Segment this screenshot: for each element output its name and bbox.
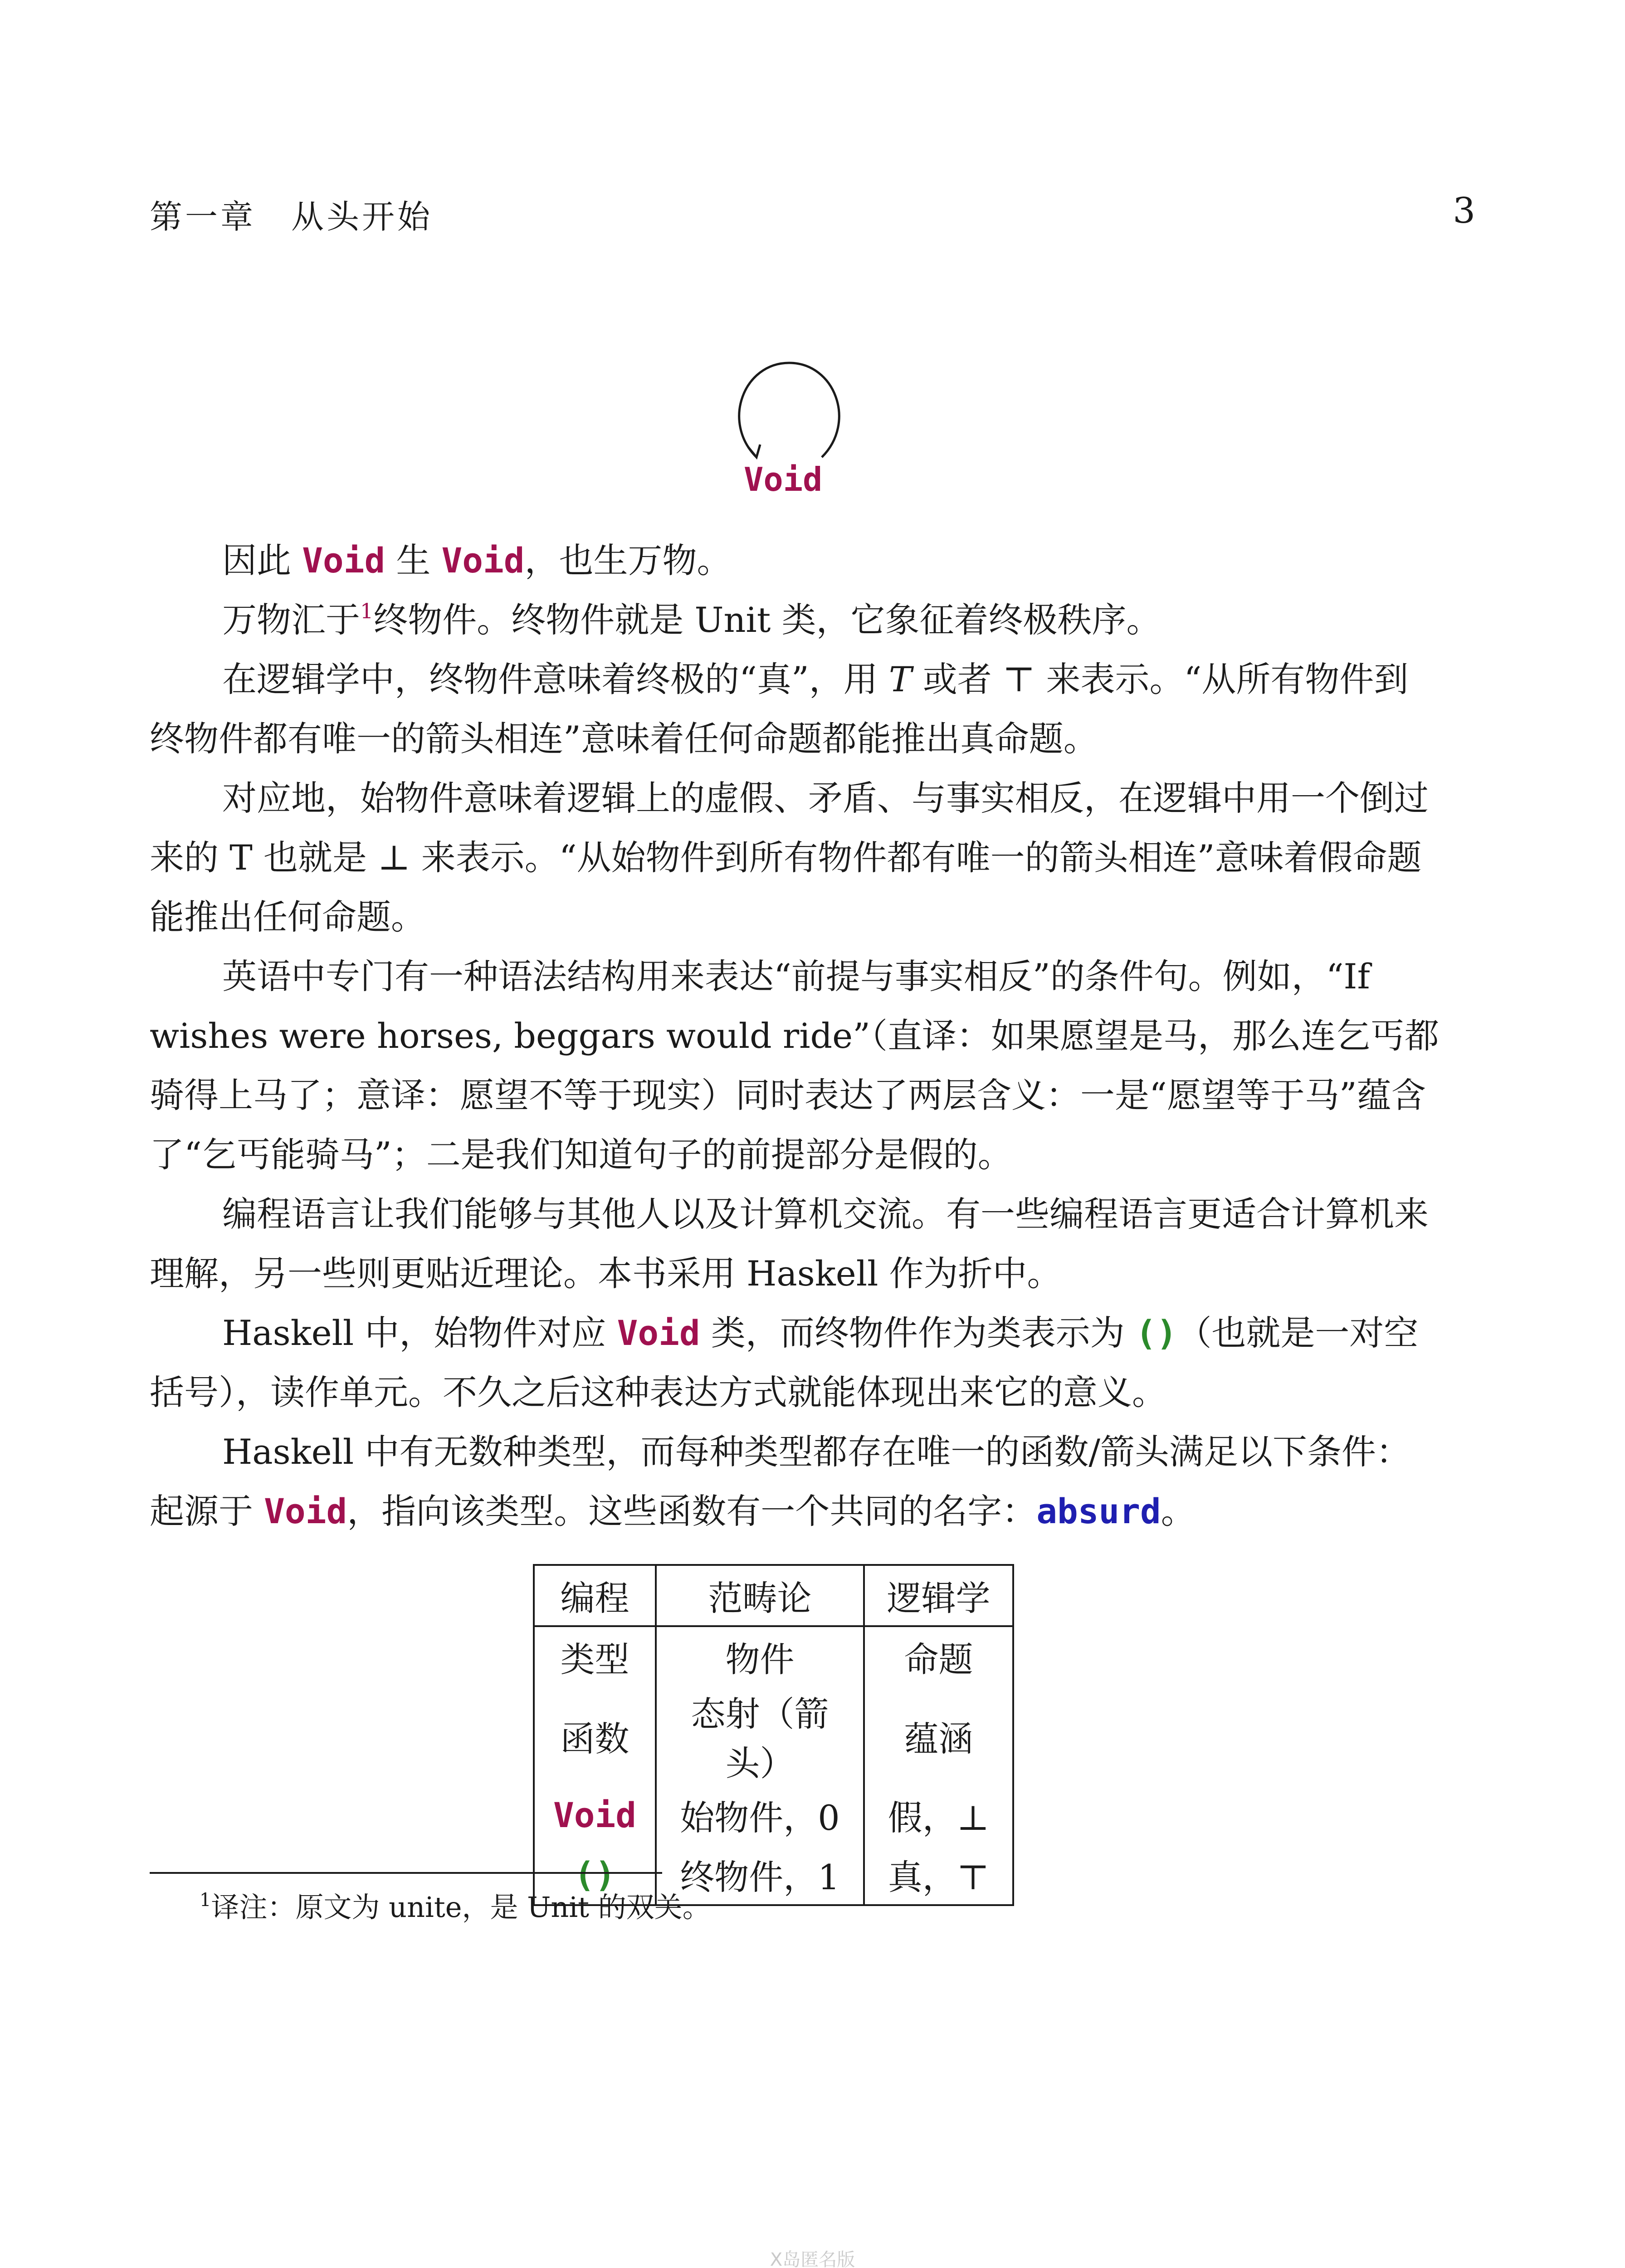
table-cell: 类型: [560, 1639, 630, 1680]
table-row: [534, 1785, 1013, 1845]
table-cell: 函数: [560, 1718, 630, 1759]
text: ，指向该类型。这些函数有一个共同的名字：: [347, 1491, 1037, 1531]
table-cell: 蕴涵: [904, 1718, 973, 1759]
table-cell: 物件: [656, 1626, 864, 1686]
table-cell: 态射（箭头）: [656, 1686, 864, 1785]
paragraph-2: [150, 590, 1442, 650]
table-cell: 始物件，0: [656, 1785, 864, 1845]
paragraph-7: [150, 1303, 1442, 1422]
table-row: [534, 1626, 1013, 1686]
paragraph-4: 对应地，始物件意味着逻辑上的虚假、矛盾、与事实相反，在逻辑中用一个倒过来的 T 也就是 ⊥ 来表示。“从始物件到所有物件都有唯一的箭头相连”意味着假命题能推出任何命题。: [150, 778, 1429, 937]
table-cell-code-void: Void: [553, 1795, 637, 1835]
text: 万物汇于: [222, 600, 360, 640]
code-void: Void: [302, 540, 386, 581]
footnote-mark: 1: [200, 1890, 211, 1911]
text: Haskell 中，始物件对应: [222, 1313, 617, 1353]
code-void: Void: [617, 1313, 700, 1353]
text: 因此: [222, 540, 303, 581]
table-cell: 终物件，1: [656, 1845, 864, 1905]
footnote-divider: [150, 1872, 662, 1874]
table-row: [534, 1686, 1013, 1785]
code-void: Void: [441, 540, 525, 581]
table-cell: 命题: [904, 1639, 973, 1680]
page-number: 3: [1453, 191, 1475, 231]
code-unit: (): [1135, 1313, 1177, 1353]
paragraph-1: [150, 531, 1442, 590]
text: （也就是一对空括号），读作单元。不久之后这种表达方式就能体现出来它的意义。: [150, 1313, 1419, 1413]
paragraph-3: 在逻辑学中，终物件意味着终极的“真”，用 𝑇 或者 ⊤ 来表示。“从所有物件到终物件都有唯一的箭头相连”意味着任何命题都能推出真命题。: [150, 659, 1409, 759]
text: Haskell 中有无数种类型，而每种类型都存在唯一的函数/箭头满足以下条件：起源于: [150, 1432, 1410, 1531]
paragraph-5: 英语中专门有一种语法结构用来表达“前提与事实相反”的条件句。例如，“If wishes were horses, beggars would ride”（直译：如果愿望是马，那么连乞丐都骑得上马了；意译：愿望不等于现实）同时表达了两层含义：一是“愿望等于马”蕴含了“乞丐能骑马”；二是我们知道句子的前提部分是假的。: [150, 956, 1439, 1175]
text: 类，而终物件作为类表示为: [700, 1313, 1136, 1353]
concept-table: [533, 1564, 1014, 1906]
text: 生: [385, 540, 442, 581]
footnote-ref[interactable]: 1: [360, 599, 374, 623]
watermark-line-1: X岛匿名版: [770, 2249, 855, 2268]
header-category-theory: 范畴论: [656, 1565, 864, 1626]
table-cell: 假，⊥: [888, 1798, 990, 1838]
text: 。: [1161, 1491, 1196, 1531]
footnote-text: 译注：原文为 unite，是 Unit 的双关。: [211, 1891, 711, 1924]
table-header-row: [534, 1565, 1013, 1626]
table-cell-code-unit: (): [574, 1854, 616, 1895]
footnote: [200, 1887, 711, 1928]
paragraph-8: [150, 1422, 1442, 1541]
text: ，也生万物。: [524, 540, 732, 581]
code-absurd: absurd: [1036, 1491, 1161, 1531]
text: 终物件。终物件就是 Unit 类，它象征着终极秩序。: [373, 600, 1161, 640]
chapter-title: 第一章 从头开始: [150, 198, 433, 236]
watermark: [0, 2250, 1625, 2268]
table-cell: 真，⊤: [888, 1857, 990, 1897]
concept-table-wrapper: [533, 1564, 1014, 1906]
code-void: Void: [264, 1491, 347, 1531]
header-programming: 编程: [534, 1565, 656, 1626]
header-logic: 逻辑学: [864, 1565, 1013, 1626]
running-header: [150, 191, 1475, 236]
self-loop-arrow-icon: [726, 358, 853, 463]
paragraph-6: 编程语言让我们能够与其他人以及计算机交流。有一些编程语言更适合计算机来理解，另一些则更贴近理论。本书采用 Haskell 作为折中。: [150, 1194, 1429, 1294]
diagram-node-void: Void: [744, 460, 823, 499]
